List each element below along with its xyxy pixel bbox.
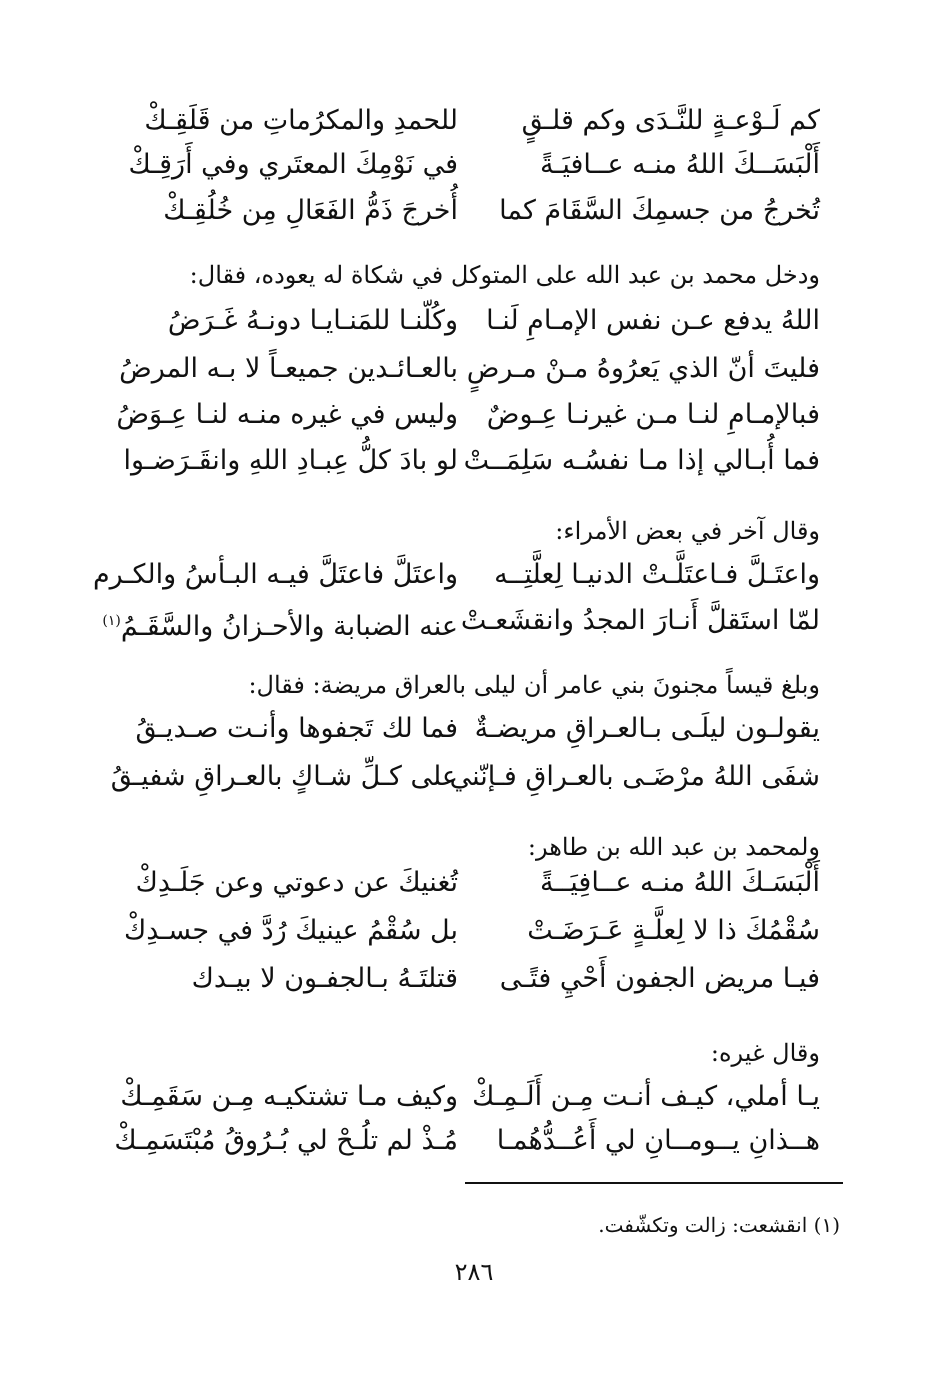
- verse-second-hemistich: بالعـائـدين جميعـاً لا بـه المرضُ: [119, 353, 458, 384]
- verse-second-hemistich: في نَوْمِكَ المعتَري وفي أَرَقِـكْ: [128, 149, 458, 180]
- verse-first-hemistich: فما أُبـالي إذا مـا نفسُـه سَلِمَــتْ: [463, 445, 820, 476]
- verse-second-hemistich: أُخرجَ ذَمُّ الفَعَالِ مِن خُلُقِـكْ: [163, 195, 458, 226]
- verse-second-hemistich: لو بادَ كلُّ عِبـادِ اللهِ وانقَـرَضـوا: [123, 445, 458, 476]
- poem-intro: وبلغ قيساً مجنونَ بني عامر أن ليلى بالعراق مريضة: فقال:: [248, 671, 820, 699]
- verse-first-hemistich: سُقْمُكَ ذا لا لِعلَّـةٍ عَـرَضَـتْ: [527, 915, 820, 946]
- verse-first-hemistich: يـا أملي، كيـف أنـت مِـن أَلَـمِـكْ: [472, 1081, 820, 1112]
- poem-intro: وقال غيره:: [710, 1039, 820, 1067]
- verse-first-hemistich: اللهُ يدفع عـن نفس الإمـامِ لَنـا: [486, 305, 820, 336]
- verse-first-hemistich: لمّا استَقلَّ أَنـارَ المجدُ وانقشَعـتْ: [460, 605, 820, 636]
- verse-second-hemistich: للحمدِ والمكرُماتِ من قَلَقِـكْ: [144, 105, 458, 136]
- verse-second-hemistich: وكيف مـا تشتكيـه مِـن سَقَمِـكْ: [120, 1081, 458, 1112]
- verse-first-hemistich: تُخرجُ من جسمِكَ السَّقَامَ كما: [499, 195, 820, 226]
- page-number: ٢٨٦: [454, 1258, 494, 1286]
- verse-first-hemistich: أَلْبَسَـكَ اللهُ منـه عــافِيَــةً: [539, 867, 820, 898]
- verse-second-hemistich: وليس في غيره منـه لنـا عِـوَضُ: [116, 399, 458, 430]
- verse-second-hemistich: تُغنيكَ عن دعوتي وعن جَلَـدِكْ: [135, 867, 458, 898]
- verse-text: عنه الضبابة والأحـزانُ والسَّقَـمُ: [120, 611, 458, 642]
- verse-first-hemistich: فليتَ أنّ الذي يَعرُوهُ مـنْ مـرضٍ: [466, 353, 820, 384]
- verse-second-hemistich: واعتَلَّ فاعتَلَّ فيـه البـأسُ والكـرم: [92, 559, 458, 590]
- verse-second-hemistich: مُـذْ لم تلُـحْ لي بُـرُوقُ مُبْتَسَمِـكْ: [114, 1125, 458, 1156]
- poem-intro: ولمحمد بن عبد الله بن طاهر:: [527, 833, 820, 861]
- verse-second-hemistich: بل سُقْمُ عينيكَ رُدَّ في جسـدِكْ: [123, 915, 458, 946]
- verse-first-hemistich: أَلْبَسَــكَ اللهُ منـه عــافيَـةً: [539, 149, 820, 180]
- verse-second-hemistich: قتلتَـهُ بـالجفـون لا بيـدك: [191, 963, 458, 994]
- footnote-marker: (١): [102, 613, 121, 629]
- verse-first-hemistich: واعتَـلَّ فـاعتَلَّـتْ الدنيـا لِعلَّتِــه: [494, 559, 820, 590]
- verse-first-hemistich: فبالإمـامِ لنـا مـن غيرنـا عِـوضٌ: [486, 399, 820, 430]
- verse-second-hemistich: على كـلِّ شـاكٍ بالعـراقِ شفيـقُ: [110, 761, 458, 792]
- verse-first-hemistich: فيـا مريض الجفون أَحْيِ فتًـى: [499, 963, 820, 994]
- verse-first-hemistich: شفَى اللهُ مرْضَـى بالعـراقِ فـإنّني: [449, 761, 820, 792]
- footnote-divider: [465, 1182, 843, 1184]
- verse-first-hemistich: يقولـون ليلَـى بـالعـراقِ مريضـةٌ: [474, 713, 820, 744]
- poem-intro: ودخل محمد بن عبد الله على المتوكل في شكاة له يعوده، فقال:: [189, 261, 820, 289]
- footnote: (١) انقشعت: زالت وتكشّفت.: [598, 1213, 840, 1237]
- verse-first-hemistich: هــذانِ يــومــانِ لي أَعُــدُّهُمـا: [496, 1125, 820, 1156]
- verse-second-hemistich: [102, 604, 458, 644]
- verse-first-hemistich: كم لَـوْعـةٍ للنَّـدَى وكم قلـقٍ: [521, 105, 820, 136]
- verse-second-hemistich: وكُلّنـا للمَنـايـا دونـهُ غَـرَضُ: [167, 305, 458, 336]
- verse-second-hemistich: فما لك تَجفوها وأنـت صـديـقُ: [135, 713, 458, 744]
- poem-intro: وقال آخر في بعض الأمراء:: [555, 517, 820, 545]
